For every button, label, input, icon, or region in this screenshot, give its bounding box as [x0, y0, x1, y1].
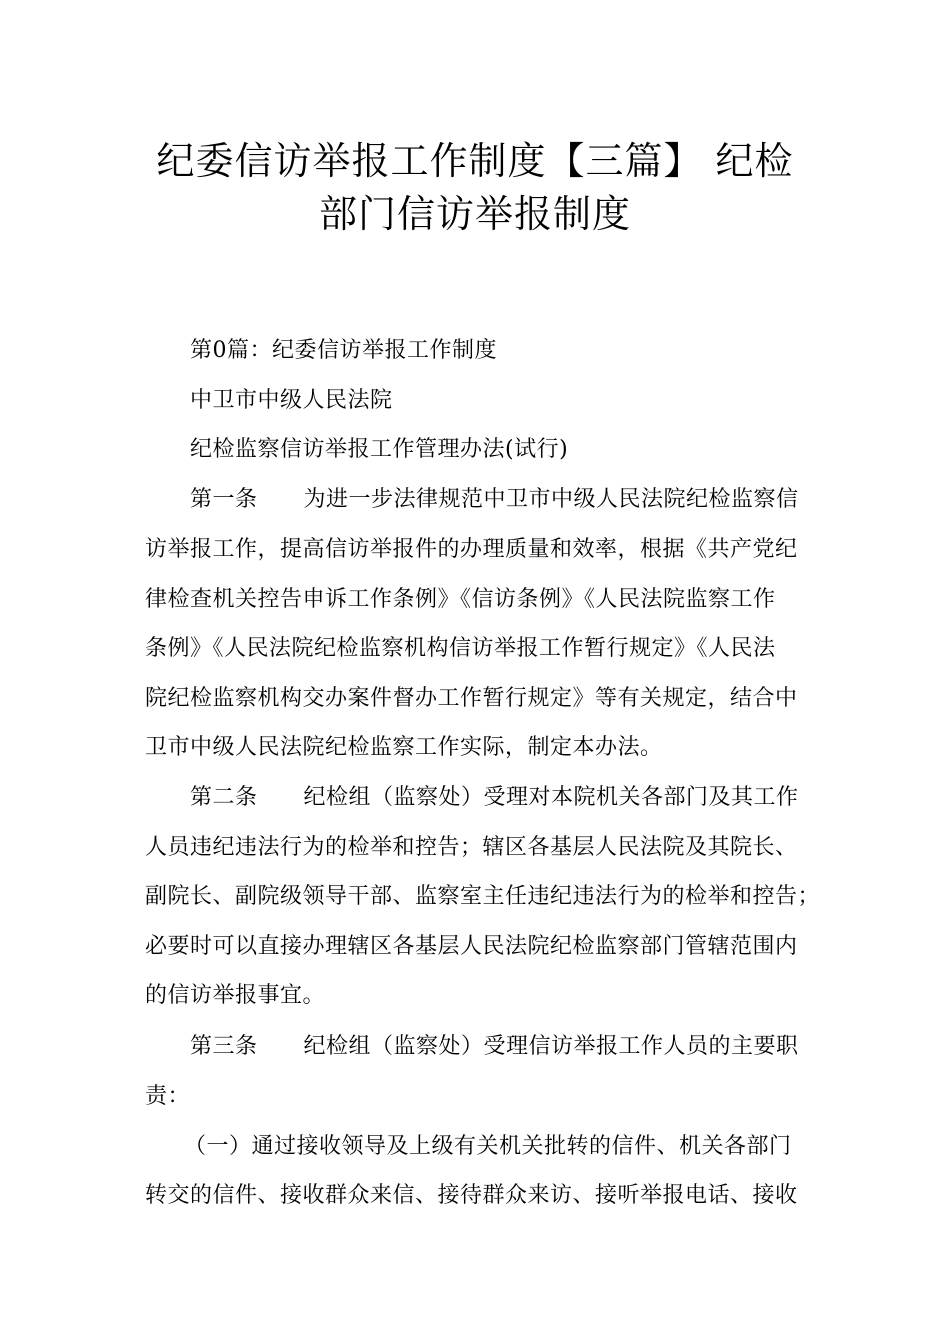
article-1-line: 律检查机关控告申诉工作条例》《信访条例》《人民法院监察工作	[145, 587, 776, 612]
article-2-line: 的信访举报事宜。	[145, 983, 326, 1008]
article-2-line: 必要时可以直接办理辖区各基层人民法院纪检监察部门管辖范围内	[145, 934, 798, 959]
organization-name: 中卫市中级人民法院	[190, 388, 393, 413]
document-title-line-2: 部门信访举报制度	[318, 192, 631, 236]
article-3-first-line	[190, 1032, 799, 1062]
article-1-label: 第一条	[190, 487, 258, 512]
article-2-first-line	[190, 783, 799, 813]
item-1-line: 转交的信件、接收群众来信、接待群众来访、接听举报电话、接收	[145, 1183, 798, 1208]
article-1-first-line	[190, 485, 799, 515]
article-3-line: 责：	[145, 1084, 191, 1109]
article-2-line: 人员违纪违法行为的检举和控告；辖区各基层人民法院及其院长、	[145, 835, 798, 860]
article-1-line: 卫市中级人民法院纪检监察工作实际，制定本办法。	[145, 735, 663, 760]
article-2-label: 第二条	[190, 785, 258, 810]
article-2-line: 副院长、副院级领导干部、监察室主任违纪违法行为的检举和控告；	[145, 884, 821, 909]
article-1-text: 为进一步法律规范中卫市中级人民法院纪检监察信	[303, 487, 799, 512]
article-1-line: 访举报工作，提高信访举报件的办理质量和效率，根据《共产党纪	[145, 537, 798, 562]
article-3-label: 第三条	[190, 1034, 258, 1059]
section-heading: 第0篇：纪委信访举报工作制度	[190, 338, 497, 363]
article-3-text: 纪检组（监察处）受理信访举报工作人员的主要职	[303, 1034, 799, 1059]
document-subtitle: 纪检监察信访举报工作管理办法(试行)	[190, 437, 569, 462]
document-title-line-1: 纪委信访举报工作制度【三篇】 纪检	[156, 139, 794, 183]
article-1-line: 条例》《人民法院纪检监察机构信访举报工作暂行规定》《人民法	[145, 636, 776, 661]
item-1-line: （一）通过接收领导及上级有关机关批转的信件、机关各部门	[184, 1134, 792, 1159]
article-1-line: 院纪检监察机构交办案件督办工作暂行规定》等有关规定，结合中	[145, 686, 798, 711]
article-2-text: 纪检组（监察处）受理对本院机关各部门及其工作	[303, 785, 799, 810]
